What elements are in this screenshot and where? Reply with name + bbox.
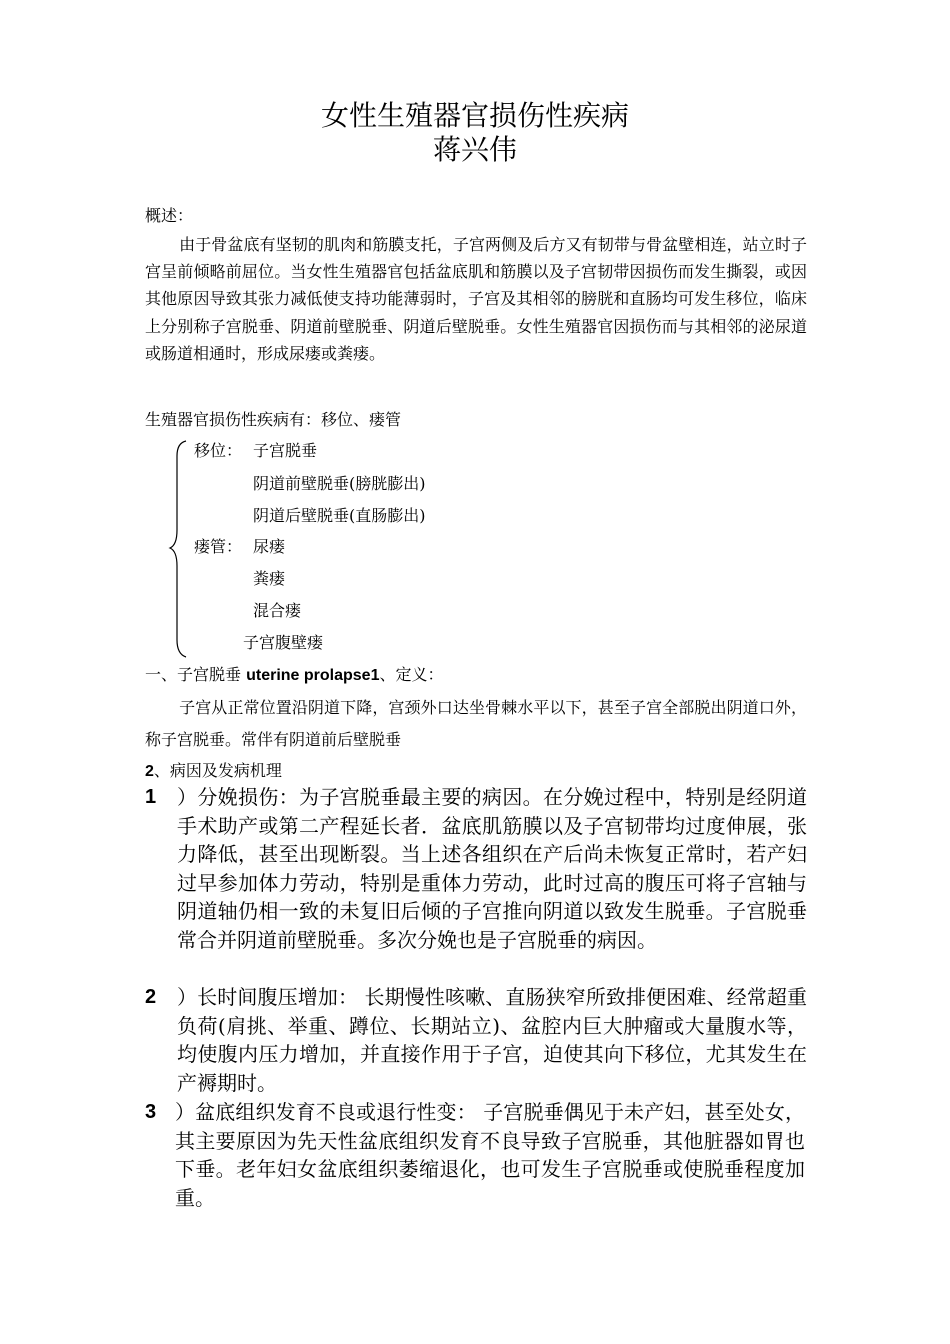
displacement-item: 子宫脱垂 [253,441,318,460]
fistula-item: 粪瘘 [253,569,286,588]
section2-heading-number: 2 [145,763,154,780]
overview-label: 概述： [145,206,194,225]
section1-heading [145,665,444,686]
section2-heading [145,761,282,782]
definition-text: 子宫从正常位置沿阴道下降，宫颈外口达坐骨棘水平以下，甚至子宫全部脱出阴道口外，称子宫脱垂。常伴有阴道前后壁脱垂 [145,698,807,749]
fistula-label: 瘘管： [194,537,243,556]
section1-heading-prefix: 一、子宫脱垂 [145,665,247,684]
section1-heading-suffix: 、定义： [379,665,444,684]
fistula-item: 尿瘘 [253,537,286,556]
cause-text: ）长时间腹压增加： 长期慢性咳嗽、直肠狭窄所致排便困难、经常超重负荷(肩挑、举重、蹲位、长期站立)、盆腔内巨大肿瘤或大量腹水等，均使腹内压力增加，并直接作用于子宫，迫使其向下移位，尤其发生在产褥期时。 [177,985,807,1095]
fistula-item: 子宫腹壁瘘 [243,633,324,652]
document-author: 蒋兴伟 [432,133,517,166]
classification-brace [168,440,190,658]
document-title: 女性生殖器官损伤性疾病 [320,99,629,132]
overview-paragraph [145,231,807,367]
overview-text: 由于骨盆底有坚韧的肌肉和筋膜支托，子宫两侧及后方又有韧带与骨盆壁相连，站立时子宫呈前倾略前屈位。当女性生殖器官包括盆底肌和筋膜以及子宫韧带因损伤而发生撕裂，或因其他原因导致其张力减低使支持功能薄弱时，子宫及其相邻的膀胱和直肠均可发生移位，临床上分别称子宫脱垂、阴道前壁脱垂、阴道后壁脱垂。女性生殖器官因损伤而与其相邻的泌尿道或肠道相通时，形成尿瘘或粪瘘。 [145,235,807,363]
cause-text: ）盆底组织发育不良或退行性变： 子宫脱垂偶见于未产妇，甚至处女，其主要原因为先天性盆底组织发育不良导致子宫脱垂，其他脏器如胃也下垂。老年妇女盆底组织萎缩退化，也可发生子宫脱垂或使脱垂程度加重。 [175,1100,805,1210]
displacement-label: 移位： [194,441,243,460]
section2-heading-text: 、病因及发病机理 [153,761,282,780]
cause-number: 3 [145,1101,157,1123]
definition-paragraph [145,692,807,756]
types-intro: 生殖器官损伤性疾病有：移位、瘘管 [145,410,402,429]
section1-heading-english: uterine prolapse [246,667,371,684]
cause-text: ）分娩损伤：为子宫脱垂最主要的病因。在分娩过程中，特别是经阴道手术助产或第二产程延长者．盆底肌筋膜以及子宫韧带均过度伸展，张力降低，甚至出现断裂。当上述各组织在产后尚未恢复正常时，若产妇过早参加体力劳动，特别是重体力劳动，此时过高的腹压可将子宫轴与阴道轴仍相一致的未复旧后倾的子宫推向阴道以致发生脱垂。子宫脱垂常合并阴道前壁脱垂。多次分娩也是子宫脱垂的病因。 [177,785,807,952]
cause-number: 2 [145,986,157,1008]
fistula-item: 混合瘘 [253,601,302,620]
displacement-item: 阴道后壁脱垂(直肠膨出) [253,506,426,525]
cause-number: 1 [145,786,157,808]
section1-heading-number: 1 [370,667,380,684]
displacement-item: 阴道前壁脱垂(膀胱膨出) [253,474,426,493]
